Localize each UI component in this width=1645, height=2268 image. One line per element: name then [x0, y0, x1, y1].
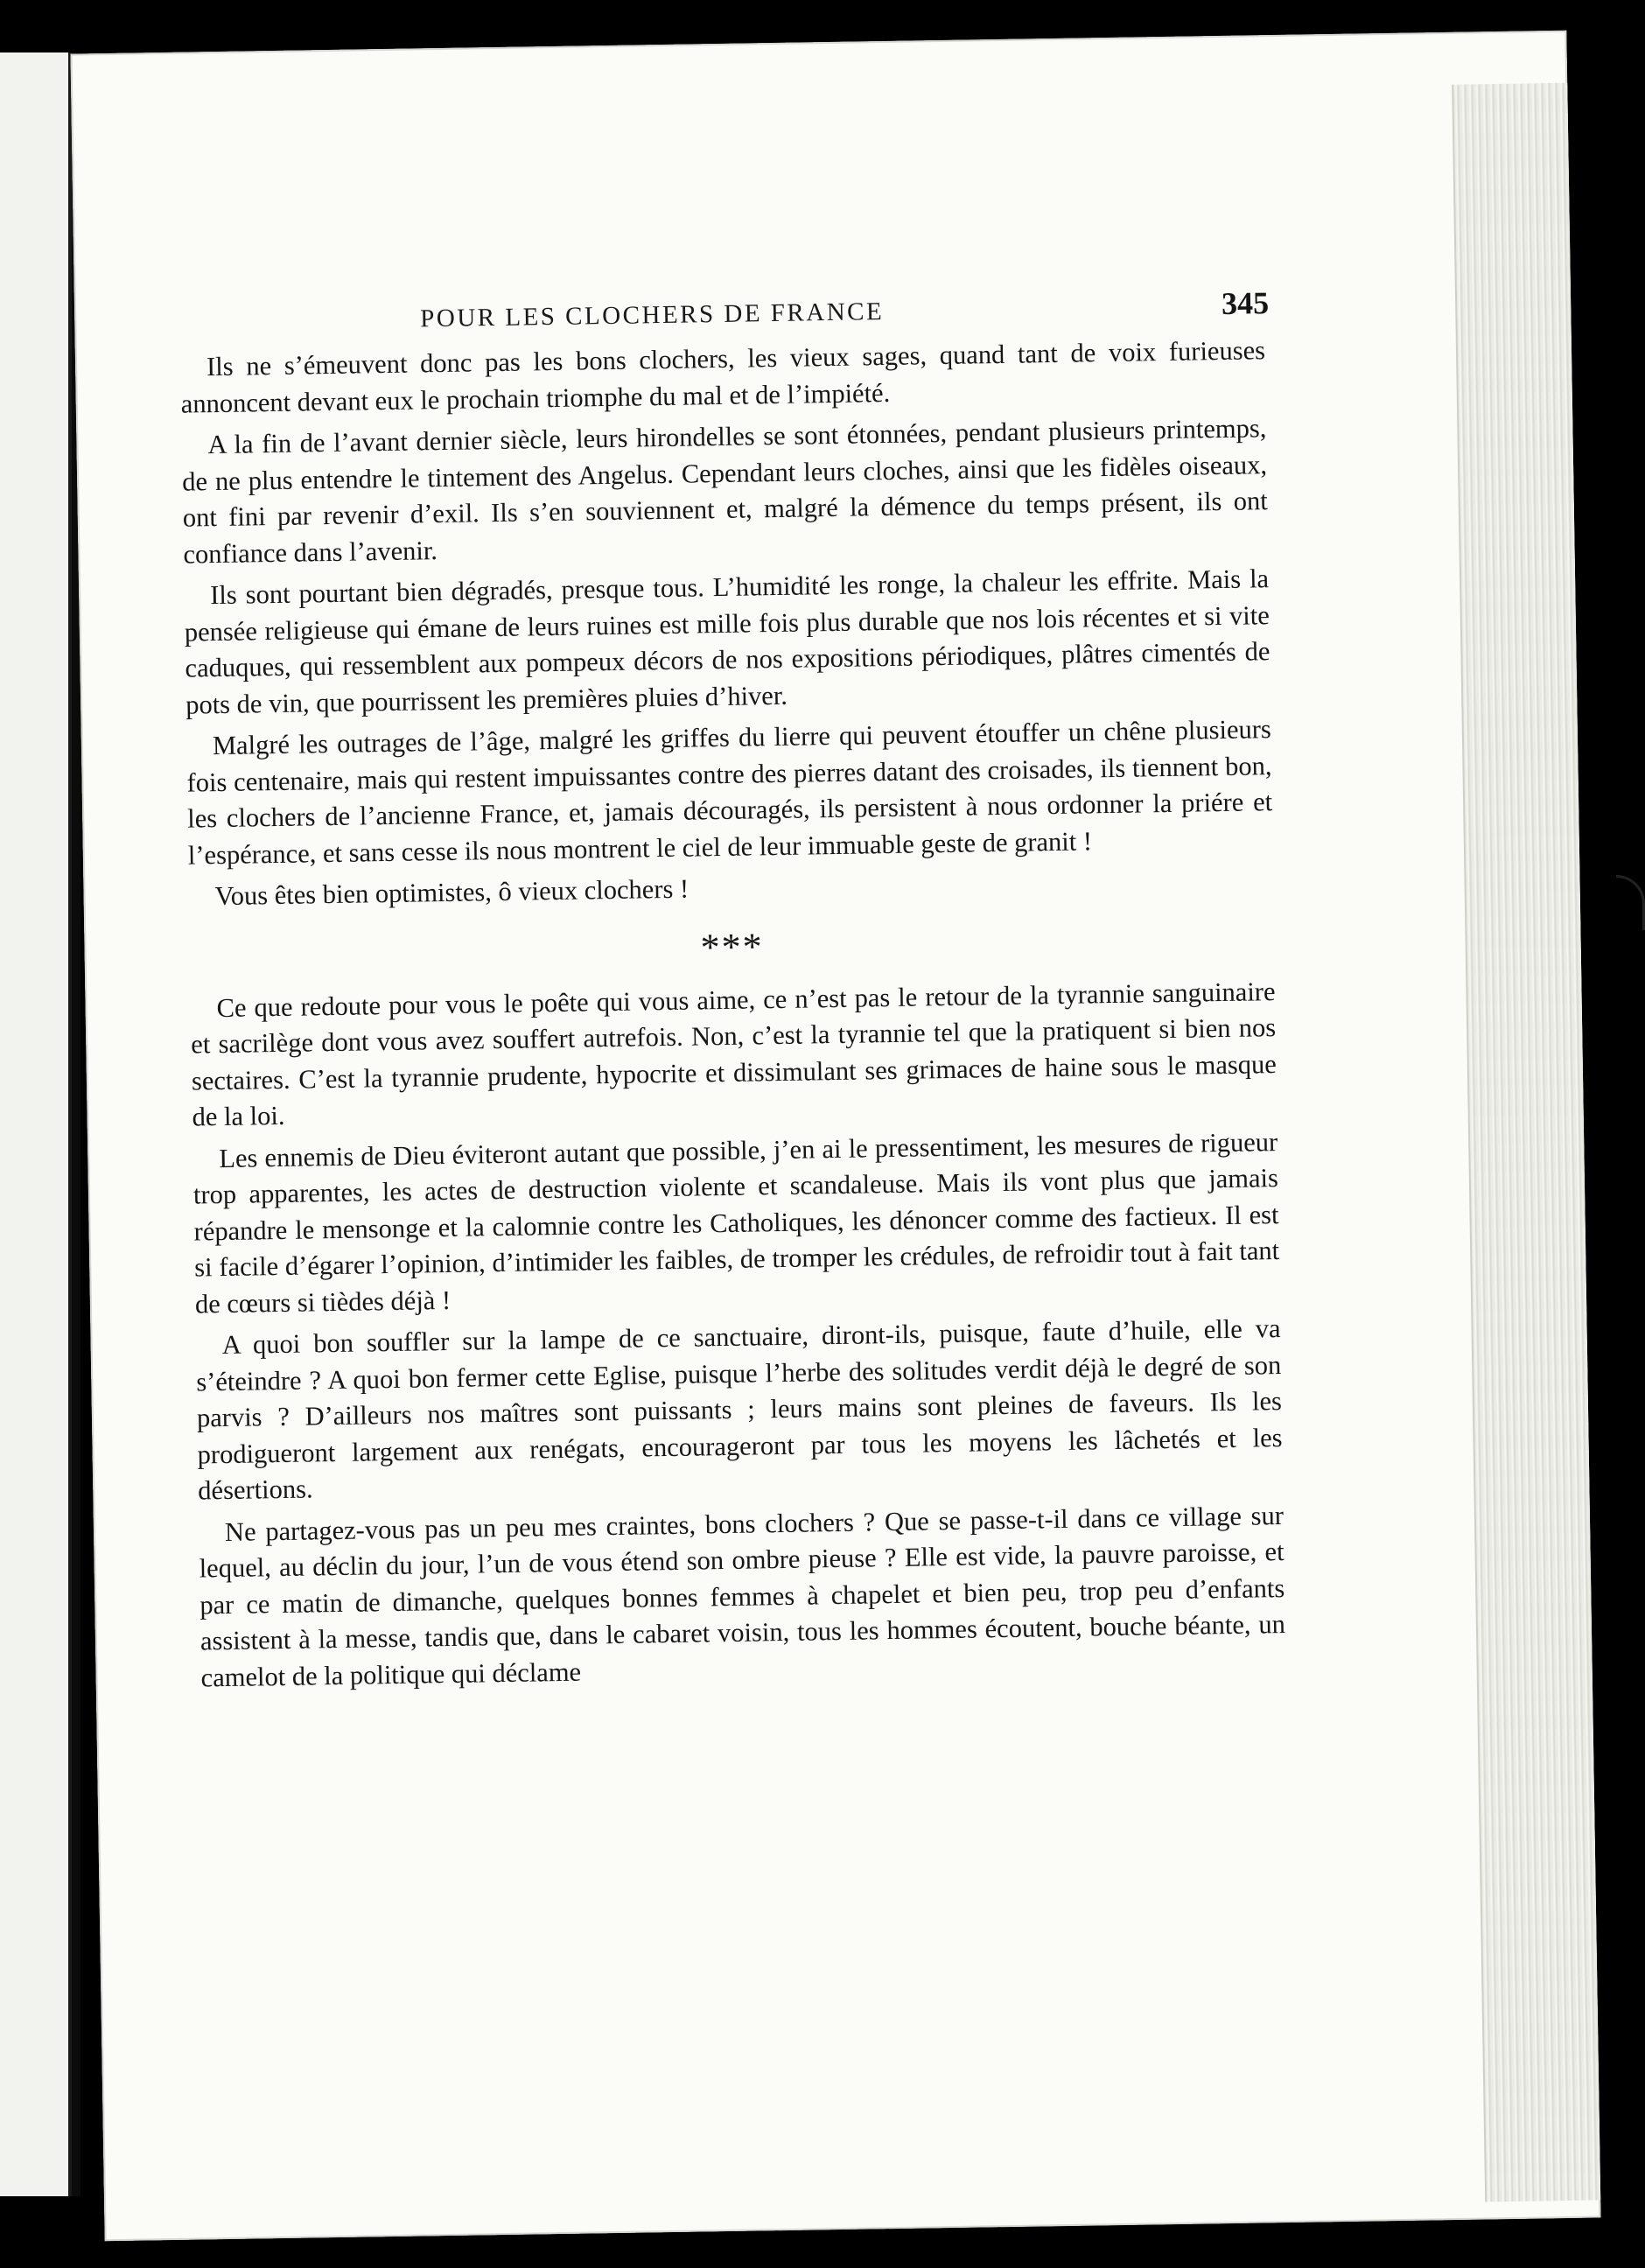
page-number: 345	[1221, 285, 1270, 321]
body-text	[180, 332, 1286, 1701]
paragraph: A la fin de l’avant dernier siècle, leurs hirondelles se sont étonnées, pendant plusieurs printemps, de ne plus entendre le tintement des Angelus. Cependant leurs cloches, ainsi que les fidèles oiseaux, ont fini par revenir d’exil. Ils s’en souviennent et, malgré la démence du temps présent, ils ont confiance dans l’avenir.	[181, 413, 1268, 570]
running-title: POUR LES CLOCHERS DE FRANCE	[420, 298, 885, 333]
paragraph: Vous êtes bien optimistes, ô vieux clochers !	[214, 873, 690, 912]
paragraph: Les ennemis de Dieu éviteront autant que possible, j’en ai le pressentiment, les mesures de rigueur trop apparentes, les actes de destruction violente et scandaleuse. Mais ils vont plus que jamais répandre le mensonge et la calomnie contre les Catholiques, les dénoncer comme des factieux. Il est si facile d’égarer l’opinion, d’intimider les faibles, de tromper les crédules, de refroidir tout à fait tant de cœurs si tièdes déjà !	[192, 1126, 1280, 1320]
running-head	[420, 284, 1270, 334]
paragraph: Ce que redoute pour vous le poête qui vous aime, ce n’est pas le retour de la tyrannie sanguinaire et sacrilège dont vous avez souffert autrefois. Non, c’est la tyrannie tel que la pratiquent si bien nos sectaires. C’est la tyrannie prudente, hypocrite et dissimulant ses grimaces de haine sous le masque de la loi.	[191, 976, 1278, 1132]
previous-page-edge	[0, 52, 72, 2196]
paragraph: Ils ne s’émeuvent donc pas les bons clochers, les vieux sages, quand tant de voix furieuses annoncent devant eux le prochain triomphe du mal et de l’impiété.	[180, 335, 1266, 419]
section-separator: ***	[700, 924, 764, 969]
page-edge-stack	[1452, 83, 1600, 2202]
paragraph: A quoi bon souffler sur la lampe de ce sanctuaire, diront-ils, puisque, faute d’huile, elle va s’éteindre ? A quoi bon fermer cette Eglise, puisque l’herbe des solitudes verdit déjà le degré de son parvis ? D’ailleurs nos maîtres sont puissants ; leurs mains sont pleines de faveurs. Ils les prodigueront largement aux renégats, encourageront par tous les moyens les lâchetés et les désertions.	[196, 1313, 1283, 1506]
paragraph: Ils sont pourtant bien dégradés, presque tous. L’humidité les ronge, la chaleur les effrite. Mais la pensée religieuse qui émane de leurs ruines est mille fois plus durable que nos lois récentes et si vite caduques, qui ressemblent aux pompeux décors de nos expositions périodiques, plâtres cimentés de pots de vin, que pourrissent les premières pluies d’hiver.	[184, 564, 1270, 720]
paragraph: Ne partagez-vous pas un peu mes craintes, bons clochers ? Que se passe-t-il dans ce village sur lequel, au déclin du jour, l’un de vous étend son ombre pieuse ? Elle est vide, la pauvre paroisse, et par ce matin de dimanche, quelques bonnes femmes à chapelet et bien peu, trop peu d’enfants assistent à la messe, tandis que, dans le cabaret voisin, tous les hommes écoutent, bouche béante, un camelot de la politique qui déclame	[199, 1500, 1286, 1692]
book-page	[70, 31, 1600, 2242]
page-curl-mark	[1616, 875, 1645, 930]
paragraph: Malgré les outrages de l’âge, malgré les griffes du lierre qui peuvent étouffer un chêne plusieurs fois centenaire, mais qui restent impuissantes contre des pierres datant des croisades, ils tiennent bon, les clochers de l’ancienne France, et, jamais découragés, ils persistent à nous ordonner la priére et l’espérance, et sans cesse ils nous montrent le ciel de leur immuable geste de granit !	[186, 714, 1273, 871]
